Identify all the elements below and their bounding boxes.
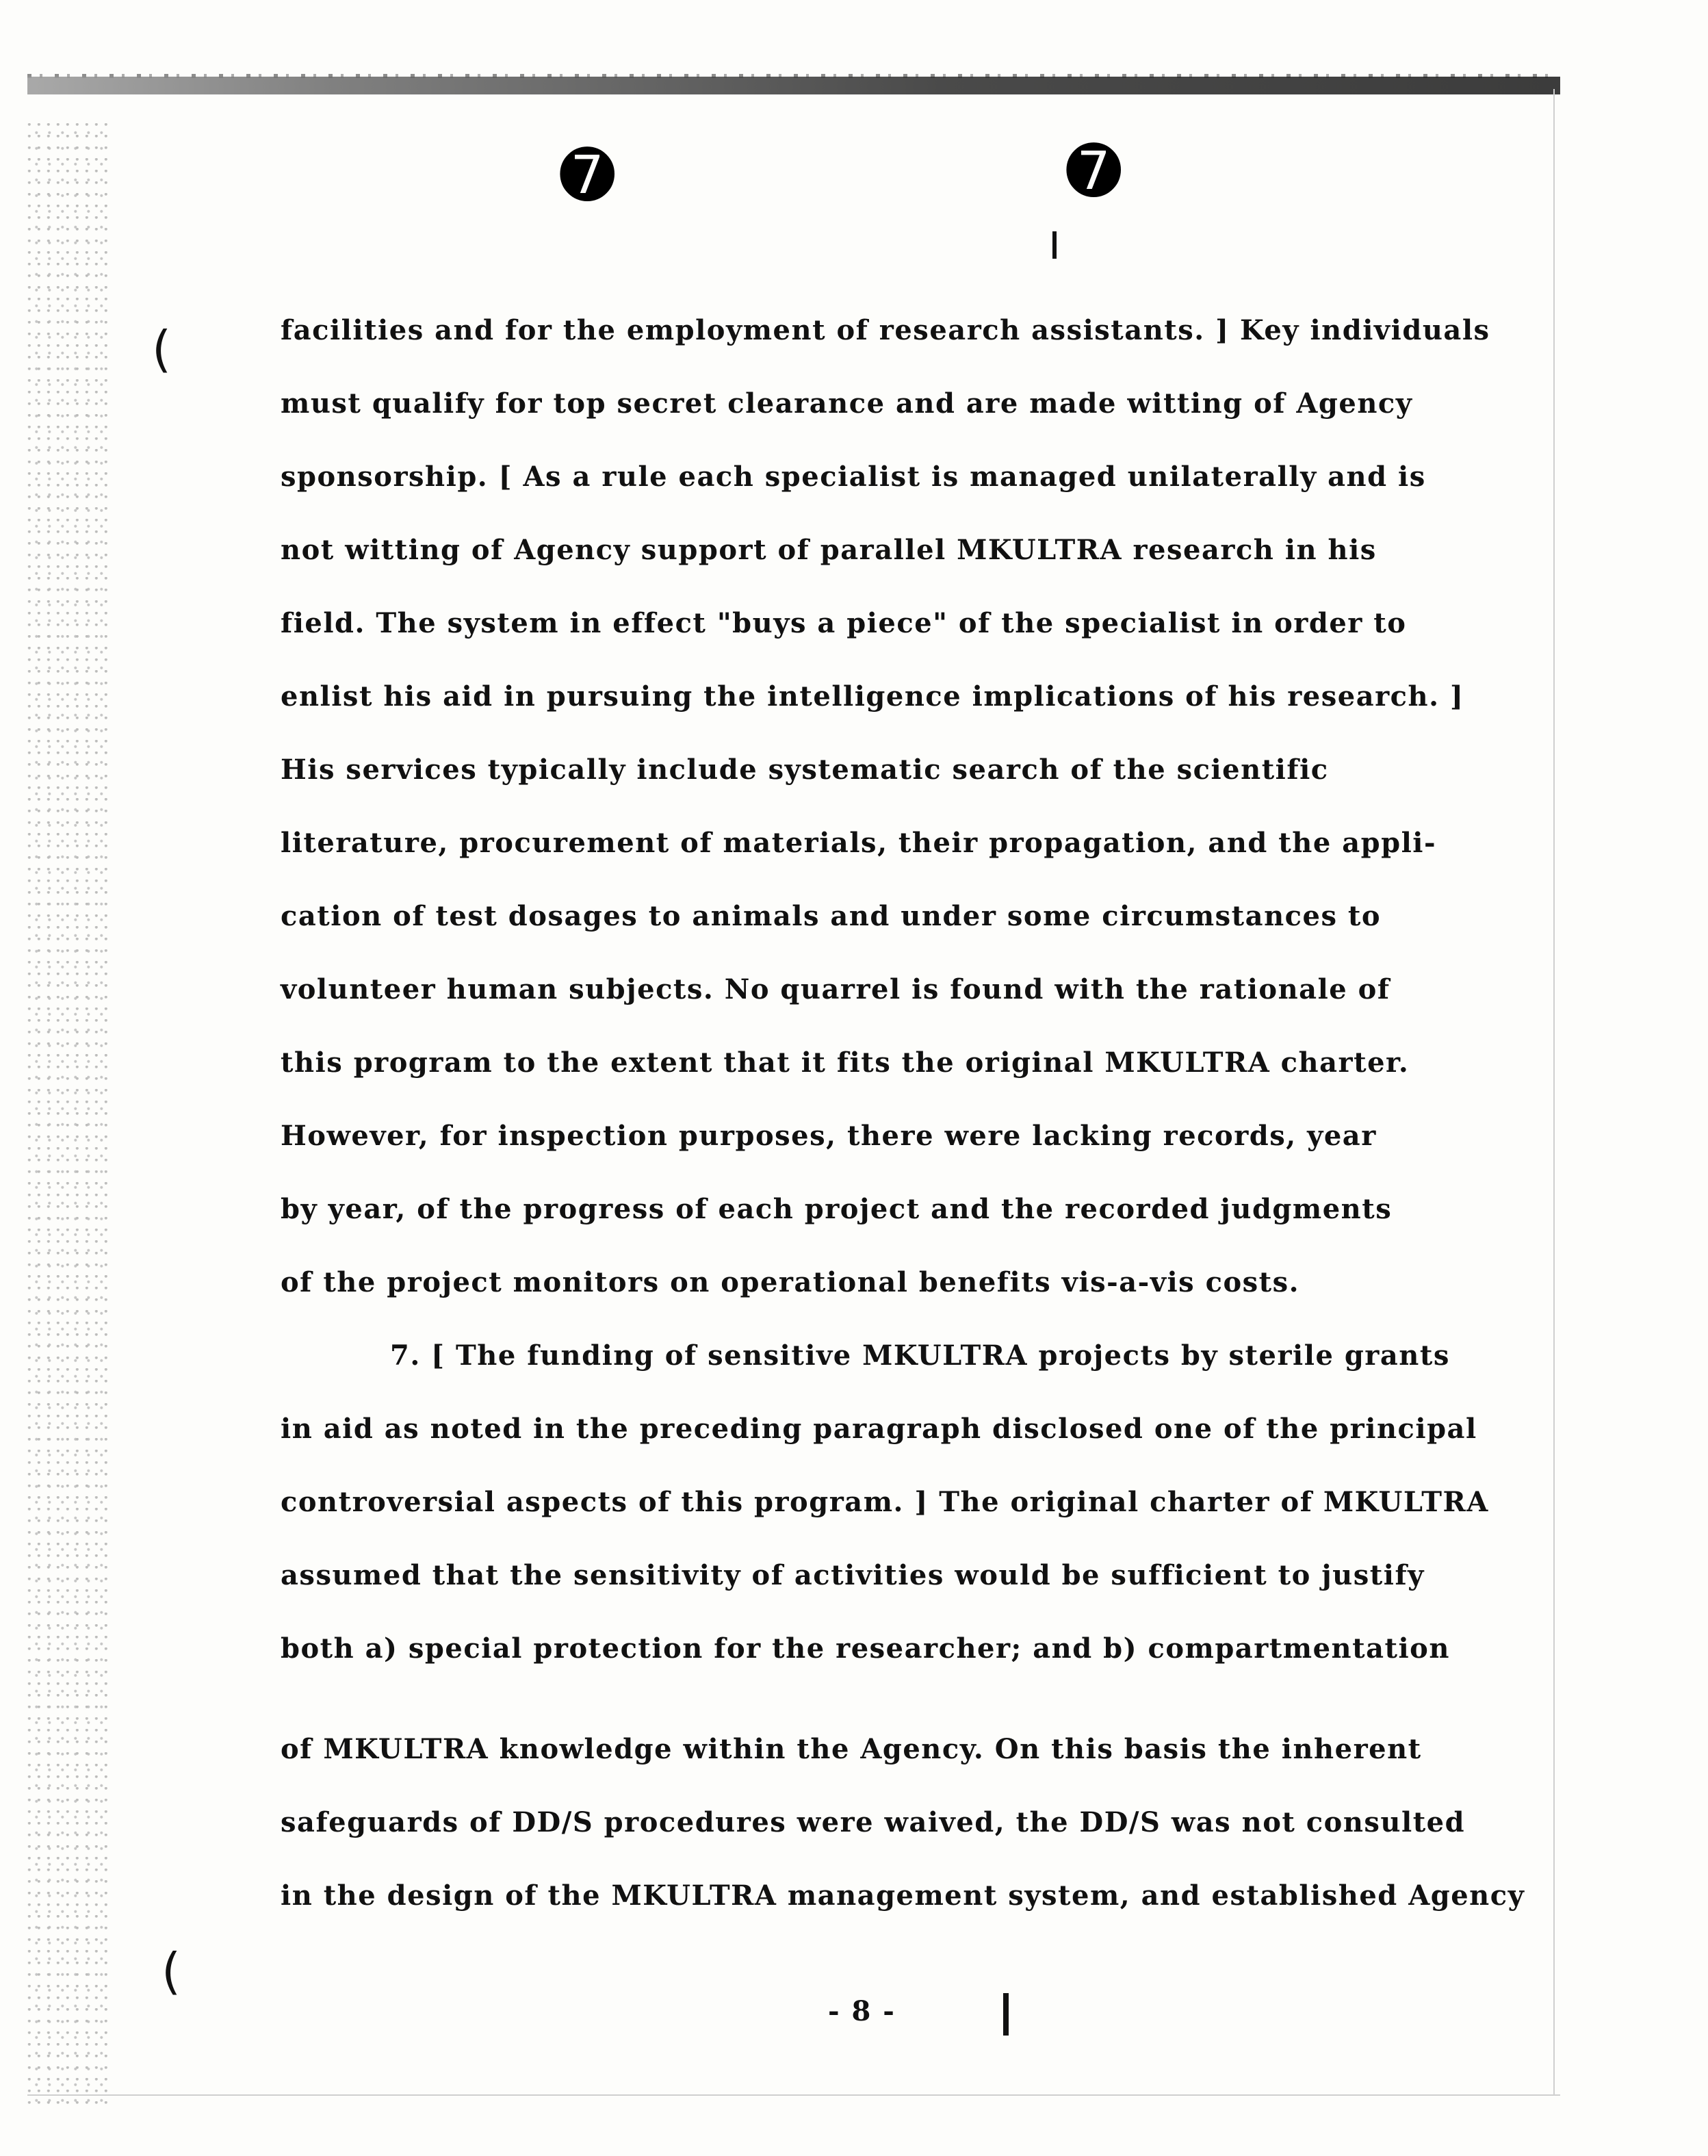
tick-mark <box>1052 231 1057 259</box>
text-line: assumed that the sensitivity of activities would be sufficient to justify <box>281 1559 1425 1591</box>
text-line: in aid as noted in the preceding paragraph disclosed one of the principal <box>281 1413 1477 1445</box>
text-line: sponsorship. [ As a rule each specialist is managed unilaterally and is <box>281 461 1426 493</box>
text-line: controversial aspects of this program. ] The original charter of MKULTRA <box>281 1486 1489 1518</box>
punch-hole-icon: ➐ <box>560 137 615 214</box>
text-line: His services typically include systematic search of the scientific <box>281 754 1329 786</box>
text-line: 7. [ The funding of sensitive MKULTRA projects by sterile grants <box>390 1339 1450 1372</box>
page-number-mark <box>1003 1993 1009 2036</box>
text-line: facilities and for the employment of research assistants. ] Key individuals <box>281 314 1490 346</box>
page-number: - 8 - <box>828 1995 896 2027</box>
text-line: in the design of the MKULTRA management system, and established Agency <box>281 1879 1525 1912</box>
text-line: not witting of Agency support of parallel MKULTRA research in his <box>281 534 1377 566</box>
text-line: this program to the extent that it fits the original MKULTRA charter. <box>281 1047 1410 1079</box>
text-line: literature, procurement of materials, their propagation, and the appli- <box>281 827 1437 859</box>
margin-paren-icon: ( <box>152 320 172 378</box>
text-line: safeguards of DD/S procedures were waived, the DD/S was not consulted <box>281 1806 1466 1838</box>
text-line: both a) special protection for the researcher; and b) compartmentation <box>281 1632 1450 1665</box>
text-line: volunteer human subjects. No quarrel is found with the rationale of <box>281 973 1390 1005</box>
text-line: However, for inspection purposes, there were lacking records, year <box>281 1120 1377 1152</box>
scan-noise <box>27 123 109 2108</box>
body-text <box>281 294 1525 1933</box>
scan-top-border <box>27 77 1560 94</box>
text-line: must qualify for top secret clearance and are made witting of Agency <box>281 387 1413 420</box>
page-edge-right <box>1553 89 1555 2094</box>
text-line: enlist his aid in pursuing the intelligence implications of his research. ] <box>281 680 1464 713</box>
text-line: of MKULTRA knowledge within the Agency. On this basis the inherent <box>281 1733 1422 1765</box>
text-line: field. The system in effect "buys a piece" of the specialist in order to <box>281 607 1407 639</box>
margin-paren-icon: ( <box>161 1942 181 2000</box>
text-line: of the project monitors on operational benefits vis-a-vis costs. <box>281 1266 1300 1298</box>
punch-hole-icon: ➐ <box>1066 133 1122 209</box>
text-line: by year, of the progress of each project and the recorded judgments <box>281 1193 1393 1225</box>
text-line: cation of test dosages to animals and under some circumstances to <box>281 900 1382 932</box>
page-edge-bottom <box>27 2094 1560 2096</box>
